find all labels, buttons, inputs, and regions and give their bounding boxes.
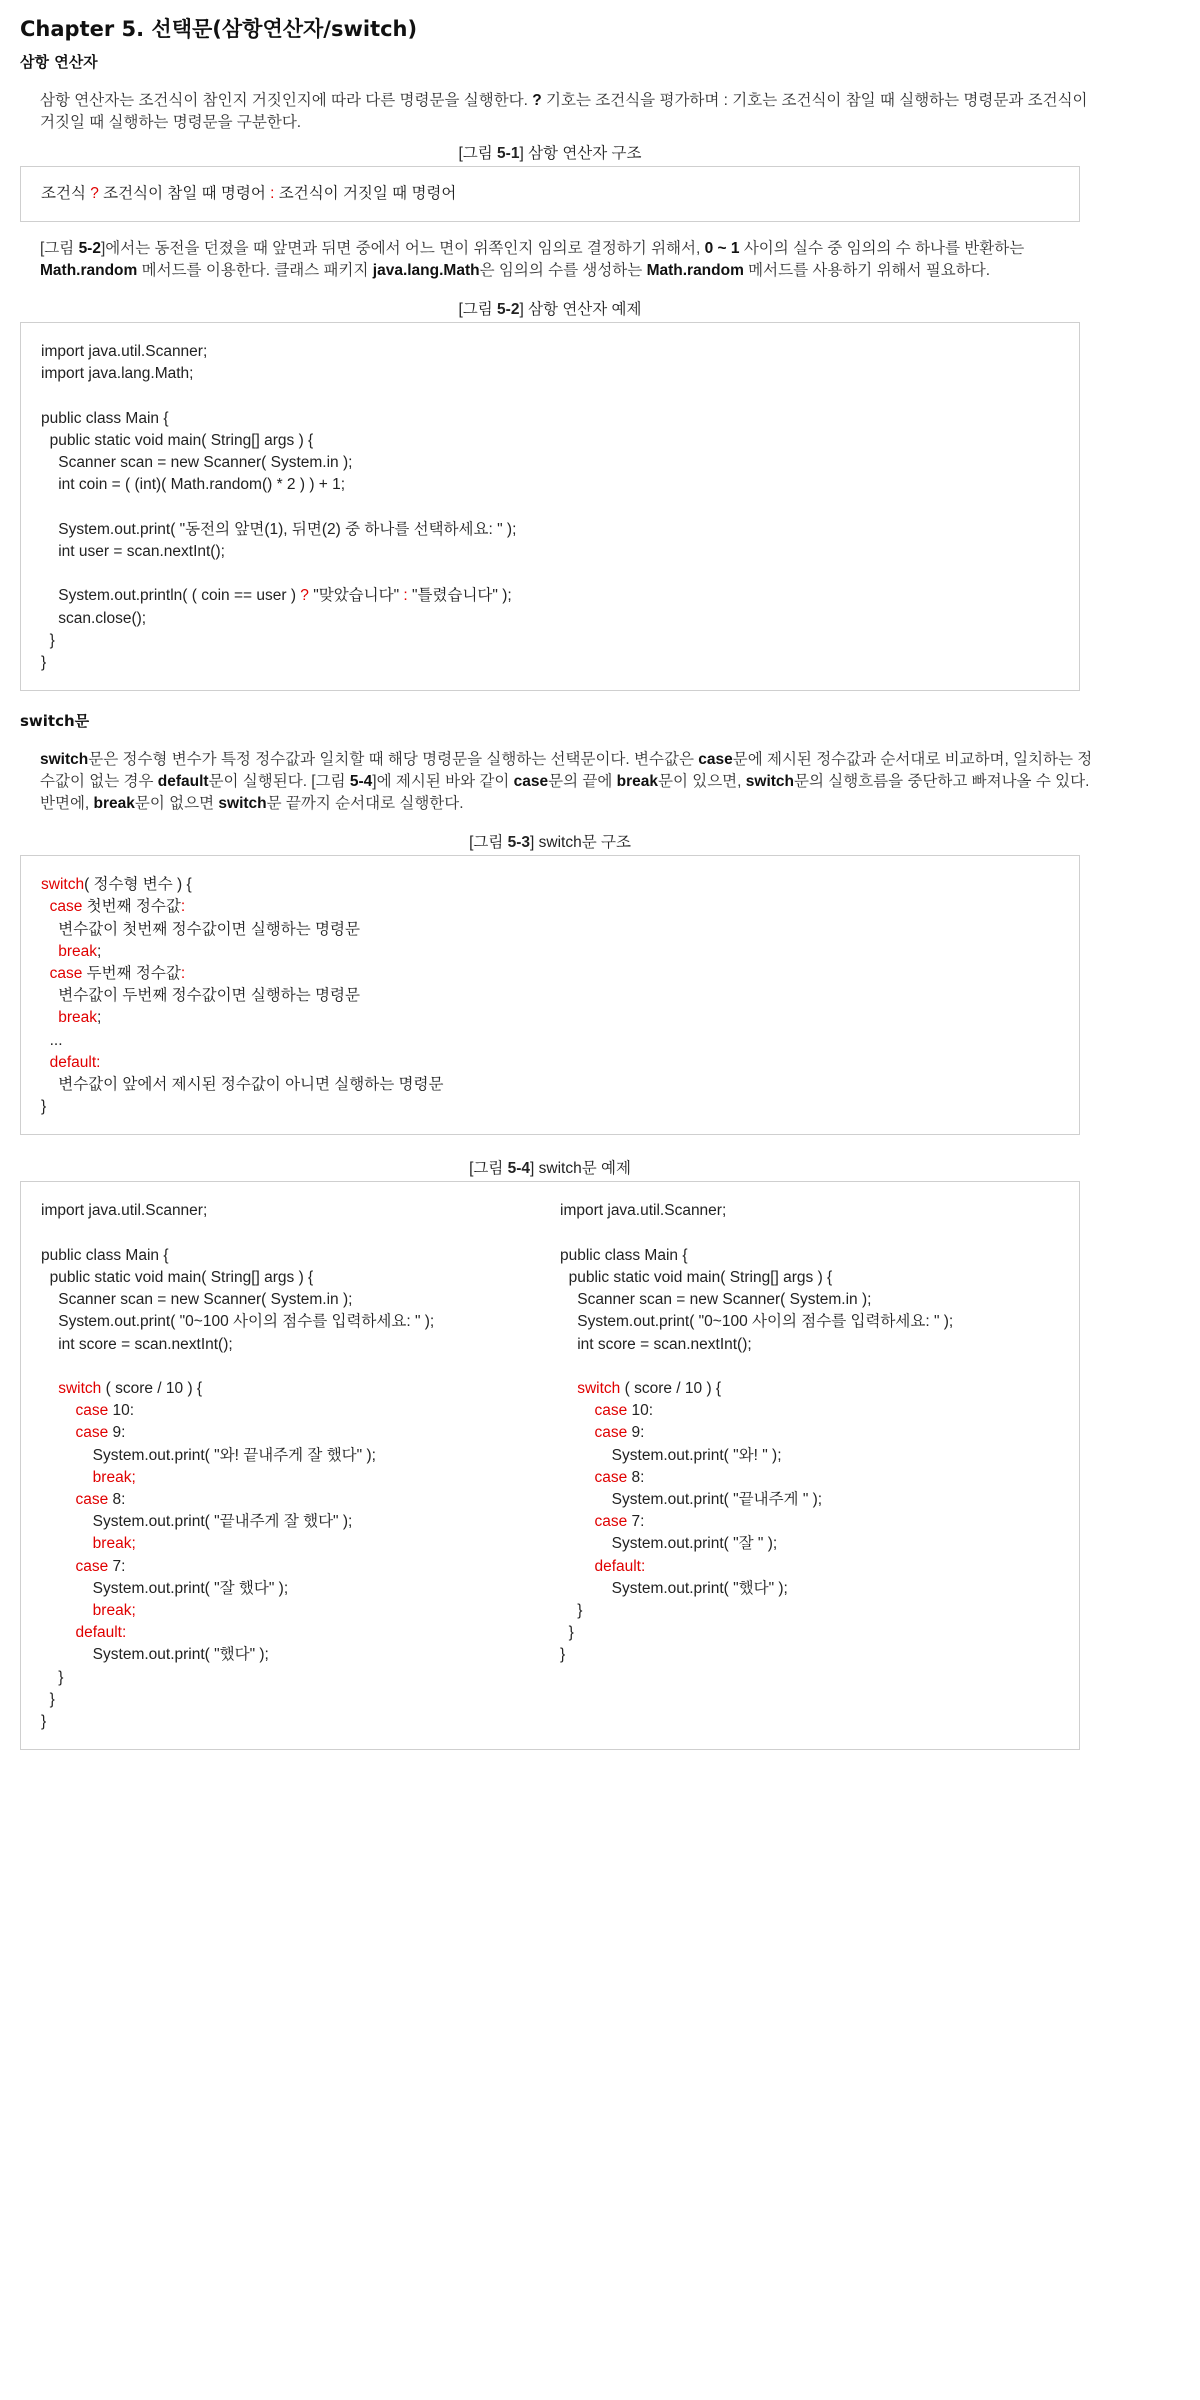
- para-bold: case: [513, 773, 549, 791]
- section-heading-ternary: 삼항 연산자: [20, 53, 98, 71]
- code-segment: 8:: [108, 1491, 126, 1509]
- structure-colon: :: [270, 185, 275, 202]
- keyword-case: case: [41, 1402, 109, 1420]
- code-colon: :: [180, 965, 186, 983]
- code-segment: 9:: [627, 1424, 645, 1442]
- code-line: import java.util.Scanner;: [41, 343, 208, 361]
- ternary-structure-line: [41, 183, 1079, 205]
- structure-question: ?: [90, 185, 99, 202]
- code-line: [560, 1378, 1079, 1400]
- caption-prefix: [그림: [469, 1160, 508, 1178]
- para-bold: 5-4: [349, 773, 373, 791]
- code-line-break: break;: [41, 1535, 136, 1553]
- figure-5-4-code-box: [20, 1181, 1080, 1750]
- para-text: 문 끝까지 순서대로 실행한다.: [266, 795, 464, 813]
- ternary-example-paragraph: [20, 238, 1120, 282]
- code-segment: "틀렸습니다" );: [407, 587, 512, 605]
- code-line: System.out.print( "잘 " );: [560, 1535, 778, 1553]
- code-line: [41, 963, 1079, 985]
- code-blank-line: [41, 386, 1079, 408]
- para-text: 문이 실행된다. [그림: [208, 773, 350, 791]
- keyword-default: default: [41, 1053, 97, 1071]
- code-segment: ( score / 10 ) {: [620, 1380, 722, 1398]
- keyword-break: break: [41, 942, 97, 960]
- para-text: 메서드를 이용한다. 클래스 패키지: [137, 262, 373, 280]
- figure-5-2-caption: [20, 300, 1080, 320]
- code-line: [41, 1007, 1079, 1029]
- code-line: Scanner scan = new Scanner( System.in );: [560, 1291, 872, 1309]
- code-line: [41, 1378, 560, 1400]
- para-text: 은 임의의 수를 생성하는: [479, 262, 647, 280]
- code-line: ...: [41, 1031, 63, 1049]
- code-ternary-colon: :: [403, 587, 408, 605]
- code-line: [560, 1400, 1079, 1422]
- page-title: Chapter 5. 선택문(삼항연산자/switch): [20, 17, 418, 41]
- code-ternary-question: ?: [300, 587, 309, 605]
- code-column-with-break: [41, 1200, 560, 1733]
- code-line: }: [560, 1624, 574, 1642]
- code-segment: ( 정수형 변수 ) {: [84, 876, 192, 894]
- code-segment: "맞았습니다": [308, 587, 404, 605]
- caption-prefix: [그림: [458, 301, 498, 319]
- caption-number: 5-1: [497, 145, 520, 162]
- keyword-case: case: [41, 1424, 109, 1442]
- code-line-ternary: [41, 585, 1079, 607]
- intro-text-2: 기호는 조건식을 평가하며 : 기호는 조건식이 참일 때 실행하는 명령문과 조건식이 거짓일 때 실행하는 명령문을 구분한다.: [40, 92, 1088, 131]
- keyword-case: case: [560, 1468, 628, 1486]
- para-bold: Math.random: [40, 262, 138, 280]
- code-line: }: [41, 1713, 47, 1731]
- keyword-case: case: [560, 1402, 628, 1420]
- code-blank-line: [41, 497, 1079, 519]
- ternary-intro-paragraph: [20, 90, 1120, 134]
- code-line: }: [41, 1690, 55, 1708]
- code-line: System.out.print( "했다" );: [560, 1579, 788, 1597]
- section-heading-switch: switch문: [20, 712, 90, 731]
- code-line: [41, 1556, 560, 1578]
- code-colon: :: [96, 1053, 101, 1071]
- para-text: 문의 실행흐름을 중단하고 빠져나올 수 있다. 반면에,: [40, 773, 1090, 813]
- code-semicolon: ;: [97, 1009, 102, 1027]
- caption-suffix: ] 삼항 연산자 예제: [519, 301, 642, 319]
- code-line: import java.lang.Math;: [41, 365, 194, 383]
- keyword-break: break: [41, 1009, 97, 1027]
- para-bold: 5-2: [78, 240, 101, 258]
- code-line: 변수값이 두번째 정수값이면 실행하는 명령문: [41, 987, 360, 1005]
- code-semicolon: ;: [97, 942, 102, 960]
- code-segment: 9:: [108, 1424, 126, 1442]
- keyword-case: case: [41, 965, 83, 983]
- code-line: int score = scan.nextInt();: [560, 1335, 752, 1353]
- code-line: [560, 1422, 1079, 1444]
- para-text: 사이의 실수 중 임의의 수 하나를 반환하는: [739, 240, 1025, 258]
- code-line: System.out.print( "했다" );: [41, 1646, 269, 1664]
- code-line: [41, 1052, 1079, 1074]
- code-blank-line: [41, 1223, 560, 1245]
- code-line: System.out.print( "동전의 앞면(1), 뒤면(2) 중 하나를 선택하세요: " );: [41, 520, 517, 538]
- code-line: 변수값이 첫번째 정수값이면 실행하는 명령문: [41, 920, 360, 938]
- code-line: [560, 1467, 1079, 1489]
- code-segment: 10:: [627, 1402, 654, 1420]
- para-text: ]에서는 동전을 던졌을 때 앞면과 뒤면 중에서 어느 면이 위쪽인지 임의로 결정하기 위해서,: [100, 240, 705, 258]
- code-columns: [41, 1200, 1079, 1733]
- code-line: public class Main {: [41, 1246, 169, 1264]
- code-blank-line: [41, 563, 1079, 585]
- code-line: scan.close();: [41, 609, 147, 627]
- code-line: }: [41, 1098, 47, 1116]
- figure-5-3-structure-box: [20, 855, 1080, 1135]
- code-line: int user = scan.nextInt();: [41, 543, 225, 560]
- caption-number: 5-4: [507, 1160, 531, 1178]
- code-line: int coin = ( (int)( Math.random() * 2 ) ) + 1;: [41, 476, 346, 494]
- keyword-case: case: [41, 1491, 109, 1509]
- figure-5-2-code-box: [20, 322, 1080, 691]
- para-bold: 0 ~ 1: [704, 240, 740, 258]
- code-line-break: break;: [41, 1602, 136, 1620]
- code-line: System.out.print( "와! " );: [560, 1446, 782, 1464]
- para-bold: break: [93, 795, 135, 813]
- intro-question-mark: ?: [532, 92, 542, 109]
- keyword-case: case: [560, 1424, 628, 1442]
- code-line: [560, 1511, 1079, 1533]
- keyword-case: case: [41, 898, 83, 916]
- para-text: 문이 없으면: [134, 795, 219, 813]
- code-line: System.out.print( "와! 끝내주게 잘 했다" );: [41, 1446, 376, 1464]
- code-line: Scanner scan = new Scanner( System.in );: [41, 1291, 353, 1309]
- figure-5-1-box: [20, 166, 1080, 222]
- switch-intro-paragraph: [20, 749, 1120, 815]
- caption-prefix: [그림: [469, 834, 508, 852]
- para-text: 문은 정수형 변수가 특정 정수값과 일치할 때 해당 명령문을 실행하는 선택문이다. 변수값은: [88, 751, 699, 769]
- figure-5-4-caption: [20, 1159, 1080, 1179]
- caption-suffix: ] switch문 예제: [530, 1160, 631, 1178]
- code-segment: 7:: [627, 1513, 645, 1531]
- code-line: 변수값이 앞에서 제시된 정수값이 아니면 실행하는 명령문: [41, 1076, 444, 1094]
- keyword-switch: switch: [41, 876, 85, 894]
- caption-number: 5-2: [497, 301, 520, 319]
- code-line: import java.util.Scanner;: [560, 1202, 727, 1220]
- code-line: [41, 874, 1079, 896]
- keyword-case: case: [41, 1557, 109, 1575]
- document-page: [20, 8, 1120, 1750]
- caption-suffix: ] switch문 구조: [530, 834, 631, 852]
- code-blank-line: [41, 1356, 560, 1378]
- code-column-without-break: [560, 1200, 1079, 1733]
- code-line: System.out.print( "끝내주게 " );: [560, 1491, 823, 1509]
- code-line: import java.util.Scanner;: [41, 1202, 208, 1220]
- para-bold: switch: [218, 795, 267, 813]
- para-bold: switch: [745, 773, 795, 791]
- code-line: }: [560, 1602, 583, 1620]
- code-line: [41, 1400, 560, 1422]
- para-bold: default: [157, 773, 209, 791]
- para-text: 문의 끝에: [548, 773, 617, 791]
- code-line-default: default:: [41, 1624, 127, 1642]
- code-line-break: break;: [41, 1468, 136, 1486]
- keyword-switch: switch: [41, 1380, 102, 1398]
- figure-5-3-caption: [20, 833, 1080, 853]
- code-blank-line: [560, 1223, 1079, 1245]
- para-bold: case: [698, 751, 733, 769]
- keyword-switch: switch: [560, 1380, 621, 1398]
- keyword-case: case: [560, 1513, 628, 1531]
- para-text: 문에 제시된 정수값과 순서대로 비교하며, 일치하는 정수값이 없는 경우: [40, 751, 1093, 791]
- para-bold: break: [616, 773, 658, 791]
- code-line: }: [41, 631, 55, 649]
- caption-number: 5-3: [507, 834, 531, 852]
- code-line-default: default:: [560, 1557, 646, 1575]
- code-line: public class Main {: [41, 409, 169, 427]
- code-line: }: [41, 1668, 64, 1686]
- para-text: ]에 제시된 바와 같이: [372, 773, 514, 791]
- code-segment: 10:: [108, 1402, 135, 1420]
- code-line: }: [41, 654, 47, 671]
- code-segment: 두번째 정수값: [82, 965, 181, 983]
- para-bold: java.lang.Math: [372, 262, 480, 280]
- code-segment: ( score / 10 ) {: [101, 1380, 203, 1398]
- figure-5-1-caption: [20, 144, 1080, 164]
- para-text: 메서드를 사용하기 위해서 필요하다.: [743, 262, 991, 280]
- para-bold: switch: [40, 751, 89, 769]
- intro-text-1: 삼항 연산자는 조건식이 참인지 거짓인지에 따라 다른 명령문을 실행한다.: [40, 92, 533, 109]
- code-line: public static void main( String[] args ) {: [41, 432, 314, 449]
- para-bold: Math.random: [646, 262, 744, 280]
- code-line: public class Main {: [560, 1246, 688, 1264]
- para-text: 문이 있으면,: [657, 773, 746, 791]
- code-line: [41, 896, 1079, 918]
- code-line: System.out.print( "끝내주게 잘 했다" );: [41, 1513, 353, 1531]
- structure-true-branch: 조건식이 참일 때 명령어: [98, 185, 271, 202]
- code-line: }: [560, 1646, 566, 1664]
- code-segment: 7:: [108, 1557, 126, 1575]
- code-colon: :: [180, 898, 186, 916]
- code-line: System.out.print( "0~100 사이의 점수를 입력하세요: " );: [41, 1313, 435, 1331]
- code-line: System.out.print( "0~100 사이의 점수를 입력하세요: " );: [560, 1313, 954, 1331]
- code-segment: 8:: [627, 1468, 645, 1486]
- code-line: [41, 1489, 560, 1511]
- code-segment: System.out.println( ( coin == user ): [41, 587, 301, 605]
- structure-condition: 조건식: [41, 185, 91, 202]
- caption-prefix: [그림: [458, 145, 498, 162]
- code-segment: 첫번째 정수값: [82, 898, 181, 916]
- code-line: public static void main( String[] args ) {: [41, 1269, 314, 1287]
- code-line: Scanner scan = new Scanner( System.in );: [41, 454, 353, 472]
- structure-false-branch: 조건식이 거짓일 때 명령어: [274, 185, 457, 202]
- code-line: int score = scan.nextInt();: [41, 1335, 233, 1353]
- code-line: public static void main( String[] args ) {: [560, 1269, 833, 1287]
- code-line: [41, 941, 1079, 963]
- code-line: System.out.print( "잘 했다" );: [41, 1579, 289, 1597]
- code-line: [41, 1422, 560, 1444]
- caption-suffix: ] 삼항 연산자 구조: [519, 145, 642, 162]
- para-text: [그림: [40, 240, 79, 258]
- code-blank-line: [560, 1356, 1079, 1378]
